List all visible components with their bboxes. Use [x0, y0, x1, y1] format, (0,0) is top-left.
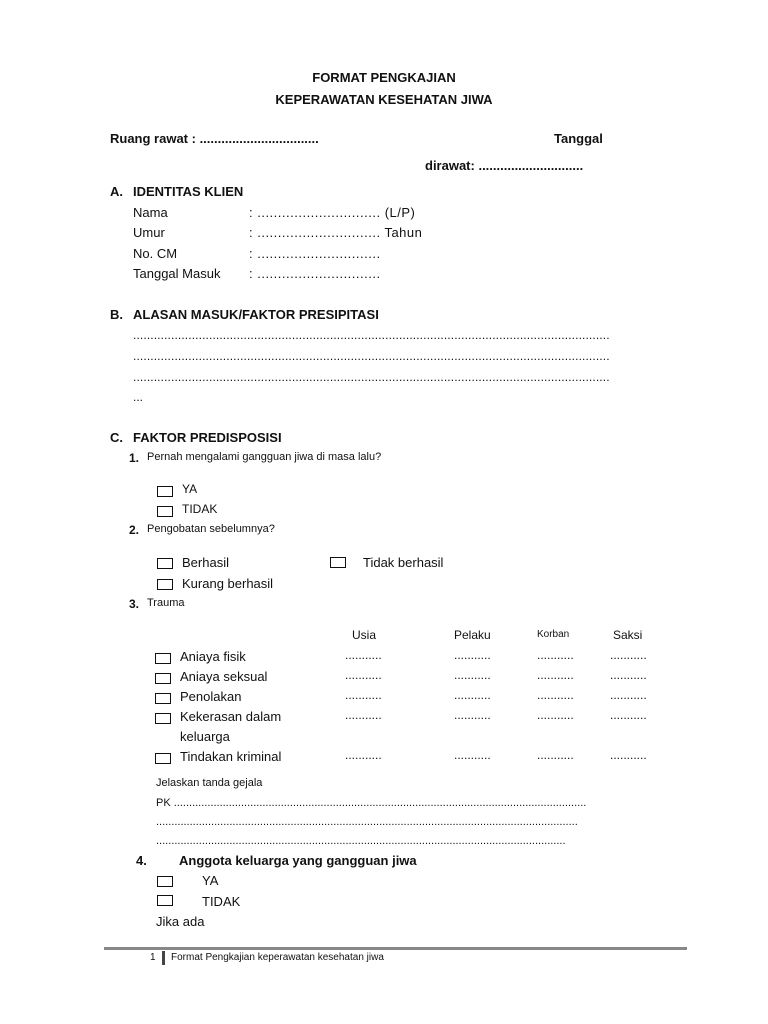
- q1-number: 1.: [129, 451, 140, 465]
- q1-tidak-checkbox[interactable]: [157, 506, 173, 517]
- trauma-cell-usia[interactable]: ...........: [345, 688, 382, 702]
- field-nocm-label: No. CM: [133, 246, 178, 261]
- q2-tidak-berhasil-checkbox[interactable]: [330, 557, 346, 568]
- q1-ya-checkbox[interactable]: [157, 486, 173, 497]
- q3-number: 3.: [129, 597, 140, 611]
- ruang-rawat-field[interactable]: Ruang rawat : .................................: [110, 131, 319, 146]
- trauma-cell-usia[interactable]: ...........: [345, 708, 382, 722]
- trauma-cell-pelaku[interactable]: ...........: [454, 648, 491, 662]
- trauma-cell-pelaku[interactable]: ...........: [454, 668, 491, 682]
- trauma-cell-pelaku[interactable]: ...........: [454, 708, 491, 722]
- trauma-cell-usia[interactable]: ...........: [345, 748, 382, 762]
- trauma-cell-usia[interactable]: ...........: [345, 668, 382, 682]
- q4-text: Anggota keluarga yang gangguan jiwa: [179, 853, 417, 868]
- trauma-row-label: Penolakan: [180, 689, 242, 704]
- trauma-cell-saksi[interactable]: ...........: [610, 648, 647, 662]
- q4-tidak-checkbox[interactable]: [157, 895, 173, 906]
- alasan-line-2[interactable]: ..........................................................................................................................................: [133, 349, 610, 363]
- field-umur-label: Umur: [133, 225, 165, 240]
- footer-divider: [104, 947, 687, 950]
- section-b-letter: B.: [110, 307, 123, 322]
- jelaskan-label: Jelaskan tanda gejala: [156, 777, 263, 789]
- trauma-cell-korban[interactable]: ...........: [537, 748, 574, 762]
- q2-tidak-berhasil-label: Tidak berhasil: [363, 555, 444, 570]
- section-a-letter: A.: [110, 184, 123, 199]
- trauma-cell-korban[interactable]: ...........: [537, 648, 574, 662]
- q2-text: Pengobatan sebelumnya?: [147, 523, 275, 535]
- trauma-row-label: Aniaya seksual: [180, 669, 268, 684]
- jelaskan-line-1[interactable]: PK .......................................................................................................................................: [156, 797, 587, 809]
- q2-number: 2.: [129, 523, 140, 537]
- trauma-cell-saksi[interactable]: ...........: [610, 748, 647, 762]
- q2-berhasil-label: Berhasil: [182, 555, 229, 570]
- document-title-line1: FORMAT PENGKAJIAN: [312, 70, 456, 85]
- field-tanggal-masuk-input[interactable]: : ..............................: [249, 266, 381, 281]
- field-nocm-input[interactable]: : ..............................: [249, 246, 381, 261]
- q4-ya-label: YA: [202, 873, 219, 888]
- trauma-cell-korban[interactable]: ...........: [537, 688, 574, 702]
- section-b-title: ALASAN MASUK/FAKTOR PRESIPITASI: [133, 307, 379, 322]
- q4-tidak-label: TIDAK: [202, 894, 241, 909]
- q4-ya-checkbox[interactable]: [157, 876, 173, 887]
- trauma-row-label: Kekerasan dalam: [180, 709, 282, 724]
- field-nama-label: Nama: [133, 205, 168, 220]
- trauma-cell-pelaku[interactable]: ...........: [454, 748, 491, 762]
- trauma-col-saksi: Saksi: [613, 628, 643, 642]
- q1-tidak-label: TIDAK: [182, 502, 218, 516]
- q1-ya-label: YA: [182, 482, 198, 496]
- tanggal-dirawat-field[interactable]: dirawat: .............................: [425, 158, 584, 173]
- trauma-col-korban: Korban: [537, 629, 570, 640]
- jelaskan-line-3[interactable]: ......................................................................................................................................: [156, 835, 566, 847]
- footer-text: Format Pengkajian keperawatan kesehatan jiwa: [171, 952, 384, 963]
- q4-jika-ada: Jika ada: [156, 914, 205, 929]
- trauma-col-pelaku: Pelaku: [454, 628, 491, 642]
- footer-separator: [162, 951, 165, 965]
- field-umur-input[interactable]: : .............................. Tahun: [249, 225, 423, 240]
- trauma-aniaya-fisik-checkbox[interactable]: [155, 653, 171, 664]
- q3-text: Trauma: [147, 597, 185, 609]
- footer-page-number: 1: [150, 952, 156, 963]
- alasan-line-3[interactable]: ..........................................................................................................................................: [133, 370, 610, 384]
- trauma-aniaya-seksual-checkbox[interactable]: [155, 673, 171, 684]
- field-tanggal-masuk-label: Tanggal Masuk: [133, 266, 221, 281]
- q1-text: Pernah mengalami gangguan jiwa di masa lalu?: [147, 451, 382, 463]
- trauma-tindakan-kriminal-checkbox[interactable]: [155, 753, 171, 764]
- alasan-line-4[interactable]: ...: [133, 390, 144, 404]
- trauma-cell-saksi[interactable]: ...........: [610, 708, 647, 722]
- trauma-cell-saksi[interactable]: ...........: [610, 688, 647, 702]
- trauma-row-label-cont: keluarga: [180, 729, 230, 744]
- alasan-line-1[interactable]: ..........................................................................................................................................: [133, 328, 610, 342]
- q2-kurang-berhasil-label: Kurang berhasil: [182, 576, 274, 591]
- jelaskan-line-2[interactable]: ..........................................................................................................................................: [156, 816, 578, 828]
- tanggal-label: Tanggal: [554, 131, 603, 146]
- trauma-cell-pelaku[interactable]: ...........: [454, 688, 491, 702]
- trauma-penolakan-checkbox[interactable]: [155, 693, 171, 704]
- section-a-title: IDENTITAS KLIEN: [133, 184, 244, 199]
- trauma-row-label: Aniaya fisik: [180, 649, 246, 664]
- trauma-kekerasan-checkbox[interactable]: [155, 713, 171, 724]
- trauma-cell-korban[interactable]: ...........: [537, 708, 574, 722]
- q2-berhasil-checkbox[interactable]: [157, 558, 173, 569]
- trauma-cell-usia[interactable]: ...........: [345, 648, 382, 662]
- document-title-line2: KEPERAWATAN KESEHATAN JIWA: [275, 92, 493, 107]
- trauma-col-usia: Usia: [352, 628, 377, 642]
- q2-kurang-berhasil-checkbox[interactable]: [157, 579, 173, 590]
- section-c-title: FAKTOR PREDISPOSISI: [133, 430, 282, 445]
- trauma-cell-saksi[interactable]: ...........: [610, 668, 647, 682]
- field-nama-input[interactable]: : .............................. (L/P): [249, 205, 416, 220]
- section-c-letter: C.: [110, 430, 123, 445]
- trauma-cell-korban[interactable]: ...........: [537, 668, 574, 682]
- trauma-row-label: Tindakan kriminal: [180, 749, 282, 764]
- q4-number: 4.: [136, 853, 147, 868]
